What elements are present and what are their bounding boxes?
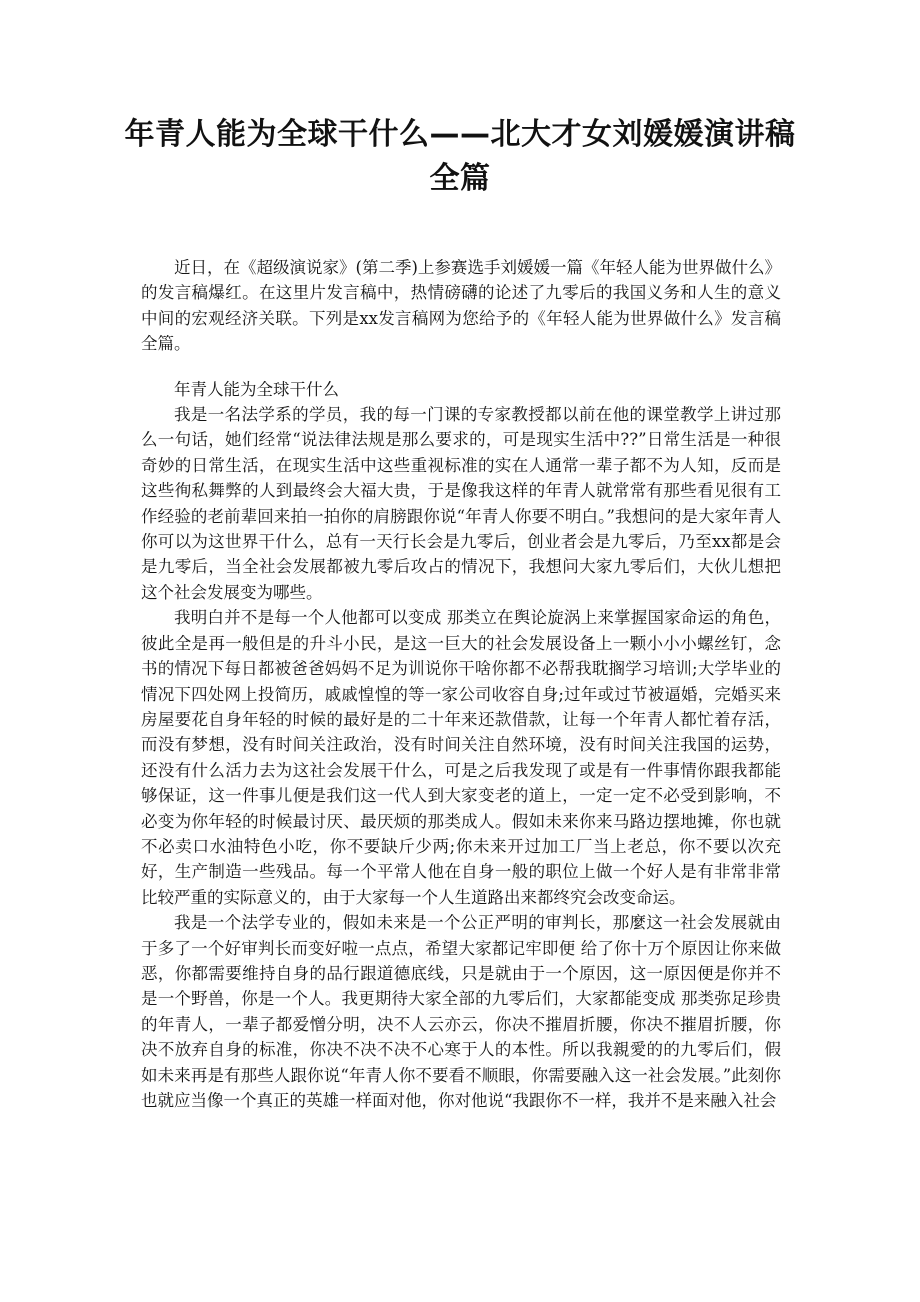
document-body	[141, 255, 781, 1113]
body-paragraph-2: 我明白并不是每一个人他都可以变成 那类立在舆论旋涡上来掌握国家命运的角色，彼此全是再一般但是的升斗小民，是这一巨大的社会发展设备上一颗小小小螺丝钉，念书的情况下每日都被爸爸妈妈不足为训说你干啥你都不必帮我耽搁学习培训;大学毕业的情况下四处网上投简历，戚戚惶惶的等一家公司收容自身;过年或过节被逼婚，完婚买来房屋要花自身年轻的时候的最好是的二十年来还款借款，让每一个年青人都忙着存活，而没有梦想，没有时间关注政治，没有时间关注自然环境，没有时间关注我国的运势，还没有什么活力去为这社会发展干什么，可是之后我发现了或是有一件事情你跟我都能够保证，这一件事儿便是我们这一代人到大家变老的道上，一定一定不必受到影响，不必变为你年轻的时候最讨厌、最厌烦的那类成人。假如未来你来马路边摆地摊，你也就不必卖口水油特色小吃，你不要缺斤少两;你未来开过加工厂当上老总，你不要以次充好，生产制造一些残品。每一个平常人他在自身一般的职位上做一个好人是有非常非常比较严重的实际意义的，由于大家每一个人生道路出来都终究会改变命运。	[141, 608, 781, 907]
body-paragraph-1: 我是一名法学系的学员，我的每一门课的专家教授都以前在他的课堂教学上讲过那么一句话，她们经常“说法律法规是那么要求的，可是现实生活中??”日常生活是一种很奇妙的日常生活，在现实生活中这些重视标准的实在人通常一辈子都不为人知，反而是这些徇私舞弊的人到最终会大福大贵，于是像我这样的年青人就常常有那些看见很有工作经验的老前辈回来拍一拍你的肩膀跟你说“年青人你要不明白。”我想问的是大家年青人你可以为这世界干什么，总有一天行长会是九零后，创业者会是九零后，乃至xx都是会是九零后，当全社会发展都被九零后攻占的情况下，我想问大家九零后们，大伙儿想把这个社会发展变为哪些。	[141, 405, 781, 602]
body-paragraph-3: 我是一个法学专业的，假如未来是一个公正严明的审判长，那麼这一社会发展就由于多了一个好审判长而变好啦一点点，希望大家都记牢即便 给了你十万个原因让你来做恶，你都需要维持自身的品行跟道德底线，只是就由于一个原因，这一原因便是你并不是一个野兽，你是一个人。我更期待大家全部的九零后们，大家都能变成 那类弥足珍贵的年青人，一辈子都爱憎分明，决不人云亦云，你决不摧眉折腰，你决不摧眉折腰，你决不放弃自身的标准，你决不决不决不心寒于人的本性。所以我親愛的的九零后们，假如未来再是有那些人跟你说“年青人你不要看不顺眼，你需要融入这一社会发展。”此刻你也就应当像一个真正的英雄一样面对他，你对他说“我跟你不一样，我并不是来融入社会	[141, 913, 781, 1110]
speech-subtitle: 年青人能为全球干什么	[174, 379, 339, 399]
intro-paragraph: 近日，在《超级演说家》(第二季)上参赛选手刘媛媛一篇《年轻人能为世界做什么》的发言稿爆红。在这里片发言稿中，热情磅礴的论述了九零后的我国义务和人生的意义中间的宏观经济关联。下列是xx发言稿网为您给予的《年轻人能为世界做什么》发言稿全篇。	[141, 258, 781, 354]
document-title: 年青人能为全球干什么——北大才女刘媛媛演讲稿全篇	[124, 117, 796, 196]
